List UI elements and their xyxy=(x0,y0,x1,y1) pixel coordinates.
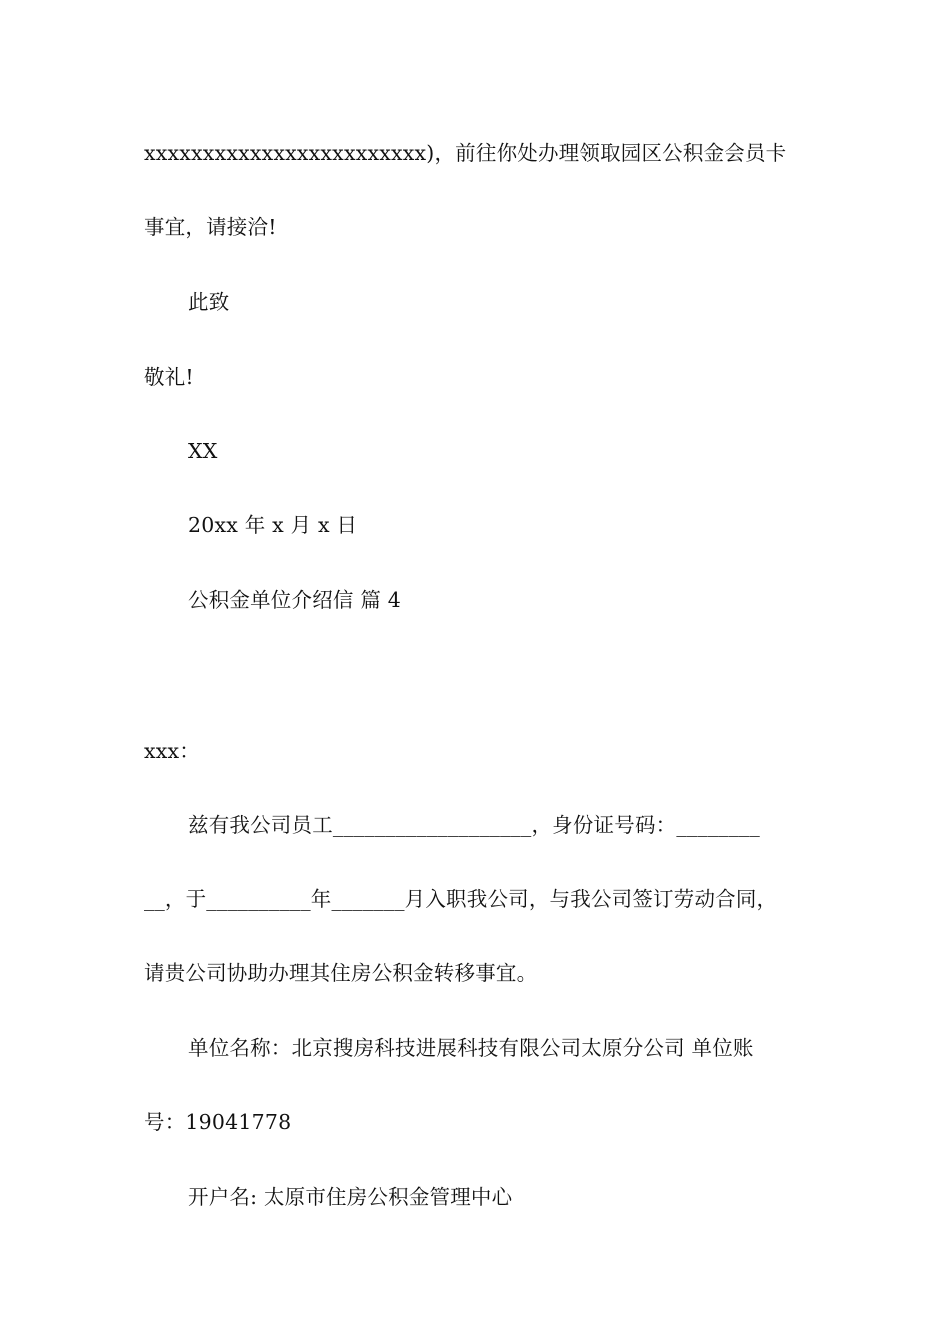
body-text-line: 请贵公司协助办理其住房公积金转移事宜。 xyxy=(144,961,538,985)
closing-salutation: 此致 xyxy=(188,290,230,314)
unit-account-line: 号：19041778 xyxy=(144,1110,292,1134)
letter-recipient: xxx： xyxy=(144,739,200,763)
signature-date: 20xx 年 x 月 x 日 xyxy=(188,513,358,537)
closing-regards: 敬礼! xyxy=(144,365,194,389)
signature-name: XX xyxy=(188,439,218,463)
body-text-line: 事宜，请接洽! xyxy=(144,215,277,239)
unit-name-line: 单位名称：北京搜房科技进展科技有限公司太原分公司 单位账 xyxy=(188,1036,754,1060)
body-text-line: 兹有我公司员工___________________，身份证号码：________ xyxy=(188,813,760,837)
section-heading: 公积金单位介绍信 篇 4 xyxy=(188,588,401,612)
account-holder-line: 开户名: 太原市住房公积金管理中心 xyxy=(188,1185,513,1209)
body-text-line: xxxxxxxxxxxxxxxxxxxxxxxx)，前往你处办理领取园区公积金会员卡 xyxy=(144,141,787,165)
body-text-line: __，于__________年_______月入职我公司，与我公司签订劳动合同， xyxy=(144,887,778,911)
